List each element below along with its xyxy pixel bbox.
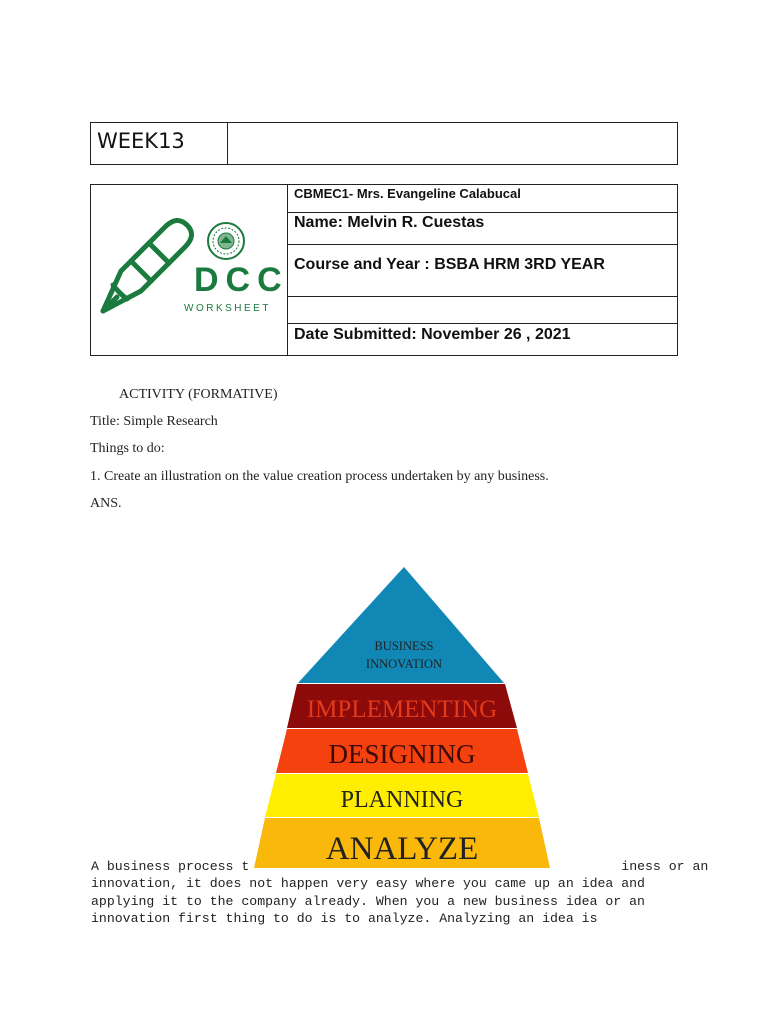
week-topic-cell xyxy=(229,123,677,164)
value-creation-pyramid xyxy=(250,560,570,880)
level-implementing-label: IMPLEMENTING xyxy=(306,696,498,723)
explanation-paragraph xyxy=(91,858,709,927)
week-label: WEEK13 xyxy=(91,123,228,164)
paragraph-line3: applying it to the company already. When you a new business idea or an xyxy=(91,893,645,909)
apex-label-line1: BUSINESS xyxy=(374,639,434,653)
answer-label: ANS. xyxy=(90,496,122,511)
pen-icon xyxy=(103,220,192,311)
level-planning-label: PLANNING xyxy=(340,787,464,813)
date-submitted-row: Date Submitted: November 26 , 2021 xyxy=(294,326,571,343)
apex-label-line2: INNOVATION xyxy=(365,657,443,671)
paragraph-line2: innovation, it does not happen very easy where you came up an idea and xyxy=(91,876,645,892)
course-year-row: Course and Year : BSBA HRM 3RD YEAR xyxy=(288,245,677,297)
things-to-do: Things to do: xyxy=(90,441,165,456)
week-table xyxy=(90,122,678,165)
logo-text: DCC xyxy=(194,261,287,299)
level-designing-label: DESIGNING xyxy=(328,739,476,769)
blank-row xyxy=(288,297,677,324)
level-analyze-label: ANALYZE xyxy=(325,831,479,867)
logo-subtext: WORKSHEET xyxy=(184,303,271,314)
teacher-row: CBMEC1- Mrs. Evangeline Calabucal xyxy=(288,185,677,213)
paragraph-line4: innovation first thing to do is to analyze. Analyzing an idea is xyxy=(91,910,598,926)
paragraph-line1-end: iness or an xyxy=(621,859,709,874)
dcc-worksheet-logo xyxy=(91,185,287,355)
student-name-row: Name: Melvin R. Cuestas xyxy=(288,213,677,245)
activity-heading: ACTIVITY (FORMATIVE) xyxy=(119,387,278,402)
header-table xyxy=(90,184,678,356)
school-seal-icon xyxy=(208,223,244,259)
task-item-1: 1. Create an illustration on the value creation process undertaken by any business. xyxy=(90,469,549,484)
activity-title: Title: Simple Research xyxy=(90,414,218,429)
paragraph-line1-start: A business process t xyxy=(91,859,250,874)
logo-cell xyxy=(91,185,288,355)
